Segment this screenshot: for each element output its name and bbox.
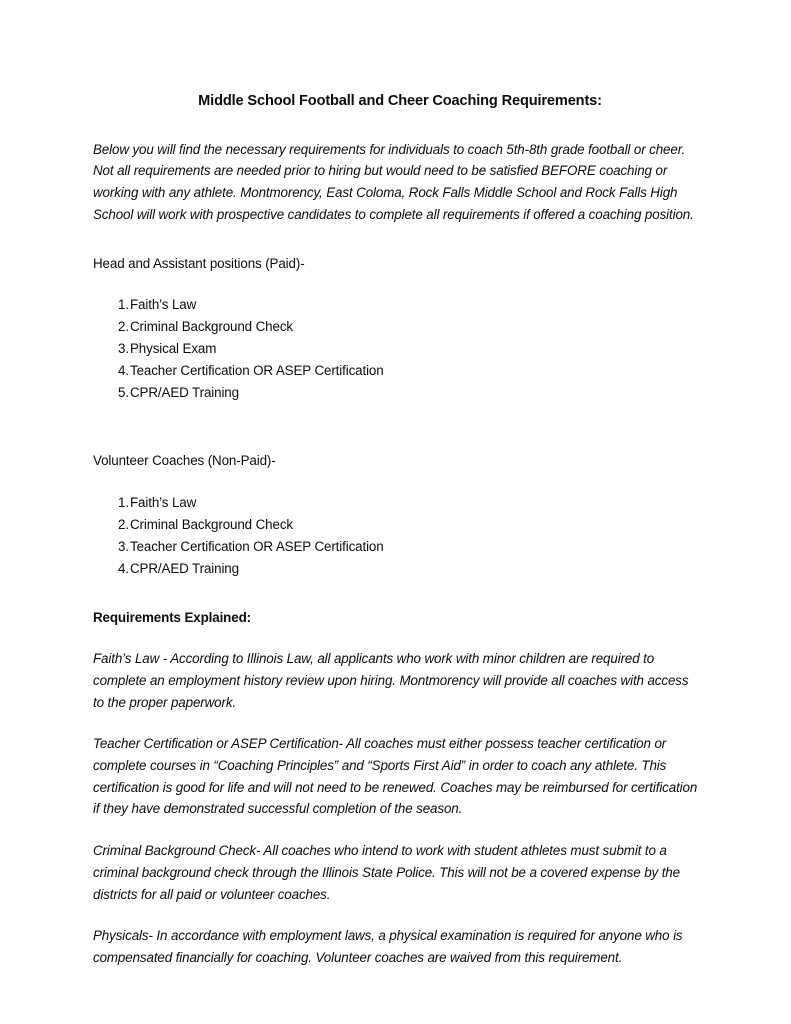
section-lead-paid: Head and Assistant positions (Paid)- <box>93 255 305 271</box>
section-lead-volunteer: Volunteer Coaches (Non-Paid)- <box>93 453 276 469</box>
spacer <box>93 112 701 139</box>
list-item-label: Teacher Certification OR ASEP Certification <box>130 362 384 378</box>
explanation-criminal-background-check: Criminal Background Check- All coaches who intend to work with student athletes must submit to a criminal background check through the Illinois State Police. This will not be a covered expense by the districts for all paid or volunteer coaches. <box>93 843 680 902</box>
explanation-faiths-law: Faith’s Law - According to Illinois Law, all applicants who work with minor children are required to complete an employment history review upon hiring. Montmorency will provide all coaches with access to the proper paperwork. <box>93 651 689 710</box>
list-item <box>93 338 701 360</box>
list-item <box>93 316 701 338</box>
list-marker: 3. <box>118 538 129 554</box>
spacer <box>93 580 701 607</box>
list-marker: 2. <box>118 516 129 532</box>
list-item-label: Faith’s Law <box>130 495 197 511</box>
list-item-label: Physical Exam <box>130 340 217 356</box>
requirements-list-paid <box>93 294 701 403</box>
list-item-label: Teacher Certification OR ASEP Certification <box>130 538 384 554</box>
requirements-list-volunteer <box>93 492 701 579</box>
document-body <box>93 92 701 969</box>
spacer <box>93 713 701 733</box>
list-item-label: Faith’s Law <box>130 297 197 313</box>
list-item <box>93 536 701 558</box>
list-marker: 4. <box>118 362 129 378</box>
list-item-label: CPR/AED Training <box>130 384 239 400</box>
list-item <box>93 294 701 316</box>
list-item <box>93 492 701 514</box>
list-marker: 5. <box>118 384 129 400</box>
list-marker: 4. <box>118 560 129 576</box>
spacer <box>93 820 701 840</box>
list-item-label: CPR/AED Training <box>130 560 239 576</box>
requirements-explained-heading: Requirements Explained: <box>93 609 251 625</box>
list-marker: 2. <box>118 319 129 335</box>
spacer <box>93 274 701 294</box>
list-item-label: Criminal Background Check <box>130 319 293 335</box>
list-item <box>93 360 701 382</box>
list-item <box>93 514 701 536</box>
list-marker: 1. <box>118 297 129 313</box>
spacer <box>93 472 701 492</box>
list-marker: 3. <box>118 340 129 356</box>
explanation-physicals: Physicals- In accordance with employment laws, a physical examination is required for anyone who is compensated financially for coaching. Volunteer coaches are waived from this requirement. <box>93 928 683 965</box>
list-item <box>93 558 701 580</box>
spacer <box>93 628 701 648</box>
list-item-label: Criminal Background Check <box>130 516 293 532</box>
spacer <box>93 226 701 253</box>
explanation-teacher-certification: Teacher Certification or ASEP Certification- All coaches must either possess teacher certification or complete courses in “Coaching Principles” and “Sports First Aid” in order to coach any athlete. This certification is good for life and will not need to be renewed. Coaches may be reimbursed for certification if they have demonstrated successful completion of the season. <box>93 736 698 817</box>
list-marker: 1. <box>118 495 129 511</box>
list-item <box>93 382 701 404</box>
intro-paragraph: Below you will find the necessary requirements for individuals to coach 5th-8th grade football or cheer. Not all requirements are needed prior to hiring but would need to be satisfied BEFORE coaching or working with any athlete. Montmorency, East Coloma, Rock Falls Middle School and Rock Falls High School will work with prospective candidates to complete all requirements if offered a coaching position. <box>93 141 694 222</box>
spacer <box>93 430 701 450</box>
page-title: Middle School Football and Cheer Coaching Requirements: <box>198 93 602 109</box>
spacer <box>93 905 701 925</box>
spacer <box>93 403 701 430</box>
